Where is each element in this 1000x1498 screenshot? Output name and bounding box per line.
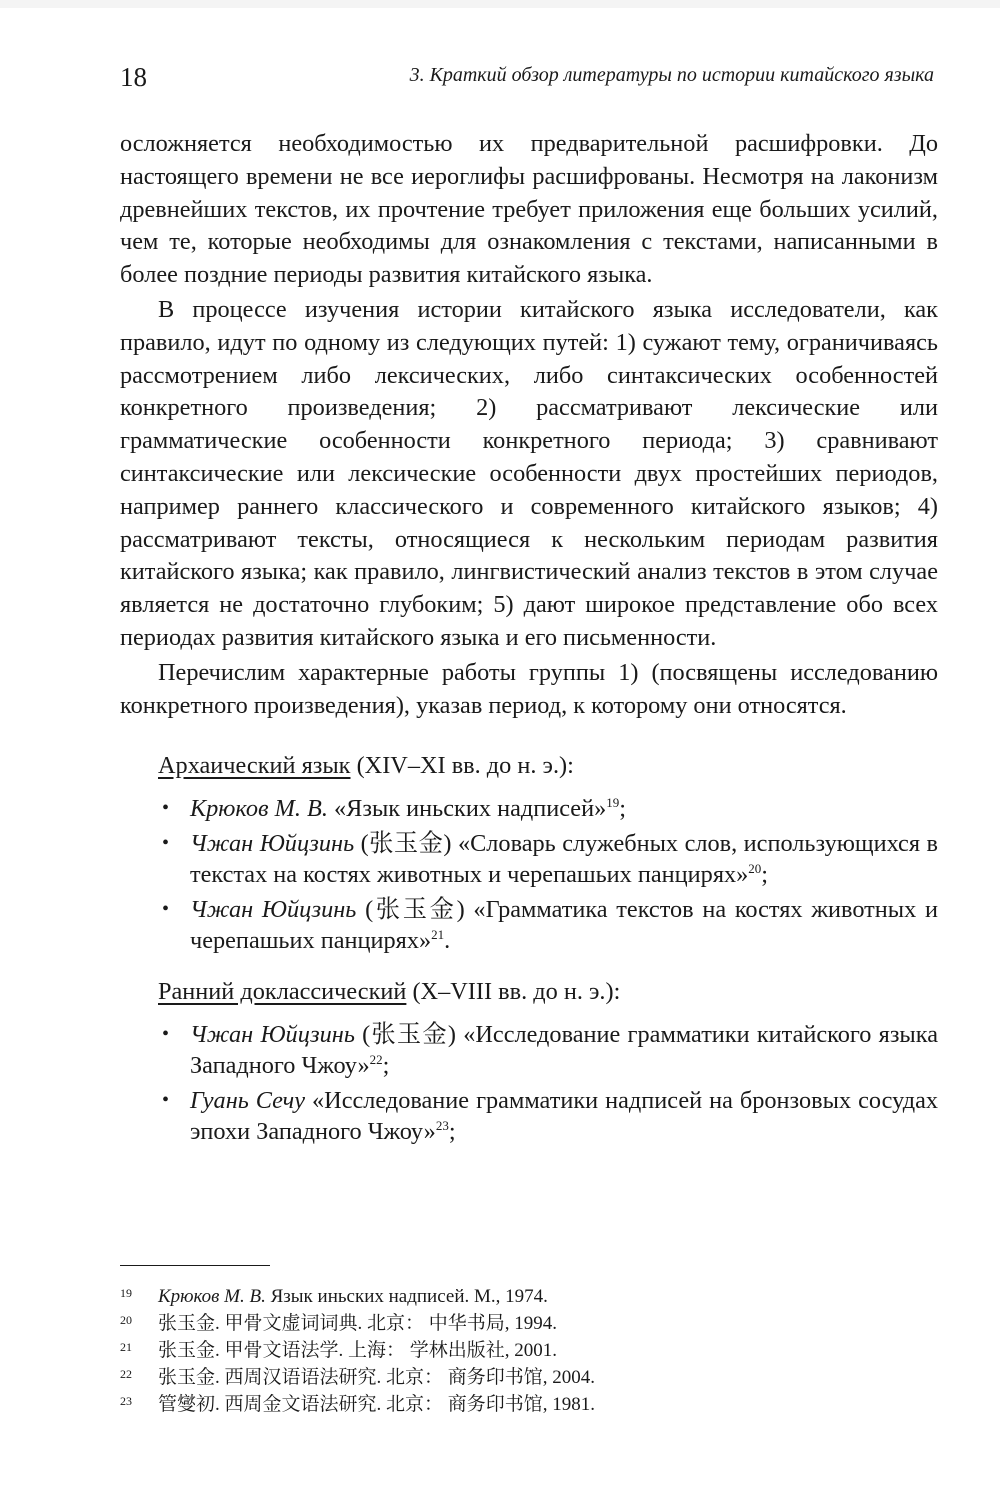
footnote xyxy=(120,1337,938,1364)
footnote-number: 20 xyxy=(120,1313,132,1327)
footnote-text: 张玉金. 西周汉语语法研究. 北京： 商务印书馆, 2004. xyxy=(158,1367,596,1388)
list-item xyxy=(120,828,938,890)
section-period: (XIV–XI вв. до н. э.): xyxy=(350,752,574,780)
footnote-text: Язык иньских надписей. М., 1974. xyxy=(265,1286,548,1307)
footnote xyxy=(120,1310,938,1337)
author-name: Гуань Сечу xyxy=(190,1086,306,1114)
footnote-ref[interactable]: 21 xyxy=(431,927,445,943)
work-title: «Словарь служебных слов, использующихся в текстах на костях животных и черепашьих панцирях» xyxy=(190,830,938,889)
footnote-text: 张玉金. 甲骨文语法学. 上海： 学林出版社, 2001. xyxy=(158,1340,558,1361)
footnote xyxy=(120,1364,938,1391)
footnote-number: 22 xyxy=(120,1367,132,1381)
work-title: «Язык иньских надписей» xyxy=(327,795,607,823)
item-end: ; xyxy=(382,1051,390,1079)
running-title: 3. Краткий обзор литературы по истории китайского языка xyxy=(409,64,934,86)
work-title: «Исследование грамматики китайского языка Западного Чжоу» xyxy=(190,1020,938,1079)
chinese-name: (张玉金) xyxy=(356,896,465,924)
bullet-icon: • xyxy=(162,797,170,820)
footnote-text: 张玉金. 甲骨文虚词词典. 北京： 中华书局, 1994. xyxy=(158,1313,558,1334)
footnote-ref[interactable]: 19 xyxy=(606,795,620,811)
footnote xyxy=(120,1391,938,1418)
footnote-number: 19 xyxy=(120,1286,132,1300)
bullet-icon: • xyxy=(162,898,170,921)
list-item xyxy=(120,1085,938,1147)
paragraph: Перечислим характерные работы группы 1) (посвящены исследованию конкретного произведения), указав период, к которому они относятся. xyxy=(120,658,938,719)
list-item xyxy=(120,1019,938,1081)
footnote-number: 23 xyxy=(120,1394,132,1408)
author-name: Чжан Юйцзинь xyxy=(190,1020,355,1048)
section-title: Архаический язык xyxy=(158,752,351,780)
reference-list xyxy=(120,793,938,956)
paragraph: В процессе изучения истории китайского языка исследователи, как правило, идут по одному из следующих путей: 1) сужают тему, ограничиваясь рассмотрением либо лексических, либо синтаксических особенностей конкретного произведения; 2) рассматривают лексические или грамматические особенности конкретного периода; 3) сравнивают синтаксические или лексические особенности двух простейших периодов, например раннего классического и современного китайского языков; 4) рассматривают тексты, относящиеся к нескольким периодам развития китайского языка; как правило, лингвистический анализ текстов в этом случае является не достаточно глубоким; 5) дают широкое представление обо всех периодах развития китайского языка и его письменности. xyxy=(120,295,938,651)
section-heading xyxy=(158,976,938,1009)
scan-edge xyxy=(0,0,1000,8)
footnote-number: 21 xyxy=(120,1340,132,1354)
footnote-ref[interactable]: 20 xyxy=(748,861,762,877)
bullet-icon: • xyxy=(162,1022,170,1045)
chinese-name: (张玉金) xyxy=(354,1020,456,1048)
footnote-ref[interactable]: 22 xyxy=(369,1051,383,1067)
item-end: . xyxy=(444,927,451,955)
section-period: (X–VIII вв. до н. э.): xyxy=(406,978,621,1006)
footnote-divider xyxy=(120,1265,270,1266)
section-title: Ранний доклассический xyxy=(158,978,407,1006)
list-item xyxy=(120,793,938,824)
author-name: Чжан Юйцзинь xyxy=(190,896,357,924)
footnote-text: 管燮初. 西周金文语法研究. 北京： 商务印书馆, 1981. xyxy=(158,1394,596,1415)
author-name: Чжан Юйцзинь xyxy=(190,830,355,858)
list-item xyxy=(120,894,938,956)
work-title: «Исследование грамматики надписей на бронзовых сосудах эпохи Западного Чжоу» xyxy=(190,1086,938,1145)
bullet-icon: • xyxy=(162,832,170,855)
footnote-ref[interactable]: 23 xyxy=(435,1117,449,1133)
paragraph: осложняется необходимостью их предварительной расшифровки. До настоящего времени не все иероглифы расшифрованы. Несмотря на лаконизм древнейших текстов, их прочтение требует приложения еще больших усилий, чем те, которые необходимы для ознакомления с текстами, написанными в более поздние периоды развития китайского языка. xyxy=(120,130,938,289)
main-text xyxy=(120,128,938,1151)
reference-list xyxy=(120,1019,938,1147)
page-number: 18 xyxy=(120,62,147,92)
chinese-name: (张玉金) xyxy=(354,830,452,858)
bullet-icon: • xyxy=(162,1088,170,1111)
author-name: Крюков М. В. xyxy=(190,795,328,823)
footnote xyxy=(120,1283,938,1310)
footnotes xyxy=(120,1283,938,1418)
footnote-author: Крюков М. В. xyxy=(158,1286,266,1307)
section-heading xyxy=(158,750,938,783)
work-title: «Грамматика текстов на костях животных и черепашьих панцирях» xyxy=(190,896,938,955)
item-end: ; xyxy=(619,795,627,823)
item-end: ; xyxy=(761,861,769,889)
item-end: ; xyxy=(448,1117,456,1145)
